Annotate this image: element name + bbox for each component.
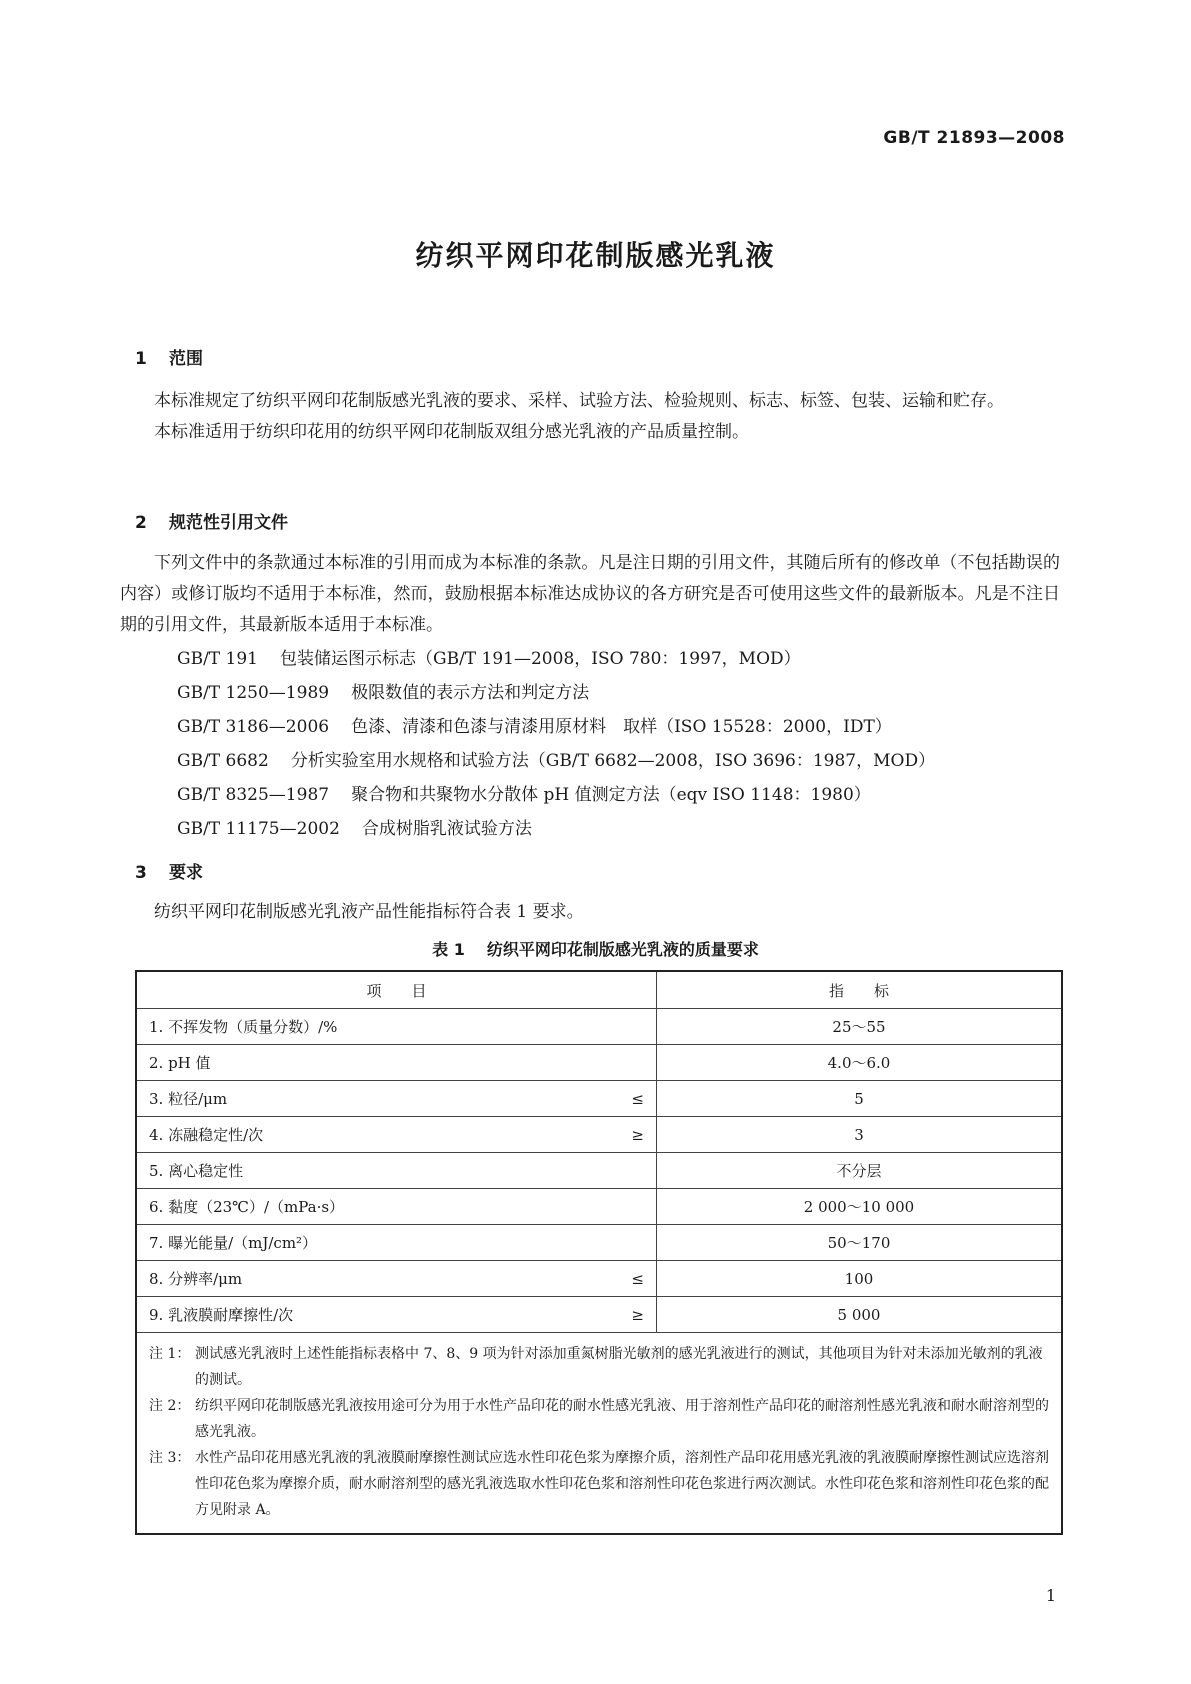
reference-title: 包装储运图示标志（GB/T 191—2008，ISO 780：1997，MOD）: [280, 649, 801, 669]
paragraph: 纺织平网印花制版感光乳液产品性能指标符合表 1 要求。: [154, 902, 584, 922]
section-1-body: [120, 386, 1060, 448]
note-tag: 注 2：: [149, 1398, 191, 1414]
limit-symbol: ≤: [631, 1089, 644, 1108]
value-cell: 25～55: [657, 1009, 1063, 1045]
note-text: 水性产品印花用感光乳液的乳液膜耐摩擦性测试应选水性印花色浆为摩擦介质，溶剂性产品印花用感光乳液的乳液膜耐摩擦性测试应选溶剂性印花色浆为摩擦介质，耐水耐溶剂型的感光乳液选取水性印花色浆和溶剂性印花色浆进行两次测试。水性印花色浆和溶剂性印花色浆的配方见附录 A。: [195, 1450, 1049, 1518]
quality-requirements-table: [135, 970, 1063, 1535]
table-header-row: [136, 971, 1062, 1009]
value-cell: 不分层: [657, 1153, 1063, 1189]
reference-title: 色漆、清漆和色漆与清漆用原材料 取样（ISO 15528：2000，IDT）: [351, 717, 892, 737]
section-number: 3: [135, 863, 147, 883]
section-2-body: [120, 548, 1060, 641]
item-cell: [136, 1189, 657, 1225]
column-header-value: 指 标: [657, 971, 1063, 1009]
reference-item: [177, 710, 935, 744]
reference-code: GB/T 1250—1989: [177, 683, 330, 703]
reference-item: [177, 744, 935, 778]
table-note: [149, 1341, 1049, 1393]
note-text: 测试感光乳液时上述性能指标表格中 7、8、9 项为针对添加重氮树脂光敏剂的感光乳液进行的测试，其他项目为针对未添加光敏剂的乳液的测试。: [195, 1346, 1043, 1388]
item-label: 4. 冻融稳定性/次: [149, 1126, 264, 1144]
limit-symbol: ≥: [631, 1305, 644, 1324]
item-label: 9. 乳液膜耐摩擦性/次: [149, 1306, 294, 1324]
item-cell: [136, 1045, 657, 1081]
item-cell: [136, 1297, 657, 1333]
section-number: 1: [135, 349, 147, 369]
table-row: [136, 1117, 1062, 1153]
standard-code: GB/T 21893—2008: [883, 128, 1065, 148]
section-title: 规范性引用文件: [169, 513, 288, 533]
table-caption: [0, 937, 1191, 960]
item-label: 5. 离心稳定性: [149, 1162, 244, 1180]
reference-code: GB/T 191: [177, 649, 258, 669]
value-cell: 5: [657, 1081, 1063, 1117]
item-label: 3. 粒径/μm: [149, 1090, 228, 1108]
reference-list: [177, 642, 935, 846]
value-cell: 5 000: [657, 1297, 1063, 1333]
table-title: 纺织平网印花制版感光乳液的质量要求: [486, 940, 759, 959]
item-cell: [136, 1009, 657, 1045]
item-cell: [136, 1225, 657, 1261]
value-cell: 2 000～10 000: [657, 1189, 1063, 1225]
table-row: [136, 1081, 1062, 1117]
section-1-heading: [135, 344, 203, 369]
table-notes: [136, 1333, 1062, 1535]
note-text: 纺织平网印花制版感光乳液按用途可分为用于水性产品印花的耐水性感光乳液、用于溶剂性产品印花的耐溶剂性感光乳液和耐水耐溶剂型的感光乳液。: [195, 1398, 1049, 1440]
paragraph: 本标准规定了纺织平网印花制版感光乳液的要求、采样、试验方法、检验规则、标志、标签、包装、运输和贮存。: [154, 391, 1004, 411]
reference-title: 合成树脂乳液试验方法: [361, 819, 532, 839]
item-label: 1. 不挥发物（质量分数）/%: [149, 1018, 338, 1036]
reference-title: 分析实验室用水规格和试验方法（GB/T 6682—2008，ISO 3696：1987，MOD）: [290, 751, 936, 771]
limit-symbol: ≤: [631, 1269, 644, 1288]
reference-title: 极限数值的表示方法和判定方法: [351, 683, 590, 703]
table-row: [136, 1297, 1062, 1333]
value-cell: 50～170: [657, 1225, 1063, 1261]
table-note: [149, 1393, 1049, 1445]
value-cell: 4.0～6.0: [657, 1045, 1063, 1081]
paragraph: 下列文件中的条款通过本标准的引用而成为本标准的条款。凡是注日期的引用文件，其随后所有的修改单（不包括勘误的内容）或修订版均不适用于本标准，然而，鼓励根据本标准达成协议的各方研究是否可使用这些文件的最新版本。凡是不注日期的引用文件，其最新版本适用于本标准。: [120, 553, 1060, 635]
value-cell: 3: [657, 1117, 1063, 1153]
item-cell: [136, 1261, 657, 1297]
reference-item: [177, 778, 935, 812]
item-cell: [136, 1117, 657, 1153]
table-row: [136, 1009, 1062, 1045]
table-row: [136, 1225, 1062, 1261]
section-title: 要求: [169, 863, 203, 883]
reference-item: [177, 676, 935, 710]
item-label: 8. 分辨率/μm: [149, 1270, 243, 1288]
limit-symbol: ≥: [631, 1125, 644, 1144]
section-title: 范围: [169, 349, 203, 369]
reference-code: GB/T 8325—1987: [177, 785, 330, 805]
table-notes-row: [136, 1333, 1062, 1535]
reference-title: 聚合物和共聚物水分散体 pH 值测定方法（eqv ISO 1148：1980）: [351, 785, 871, 805]
page-number: 1: [1045, 1586, 1056, 1605]
section-3-heading: [135, 858, 203, 883]
note-tag: 注 1：: [149, 1346, 191, 1362]
section-2-heading: [135, 508, 288, 533]
reference-code: GB/T 6682: [177, 751, 269, 771]
value-cell: 100: [657, 1261, 1063, 1297]
reference-item: [177, 642, 935, 676]
section-3-body: [120, 897, 1060, 928]
table-row: [136, 1153, 1062, 1189]
document-title: 纺织平网印花制版感光乳液: [415, 239, 776, 272]
paragraph: 本标准适用于纺织印花用的纺织平网印花制版双组分感光乳液的产品质量控制。: [154, 422, 749, 442]
reference-code: GB/T 3186—2006: [177, 717, 330, 737]
table-note: [149, 1445, 1049, 1523]
reference-code: GB/T 11175—2002: [177, 819, 340, 839]
table-row: [136, 1261, 1062, 1297]
table-row: [136, 1045, 1062, 1081]
item-label: 2. pH 值: [149, 1054, 211, 1072]
section-number: 2: [135, 513, 147, 533]
column-header-item: 项 目: [136, 971, 657, 1009]
item-cell: [136, 1081, 657, 1117]
item-cell: [136, 1153, 657, 1189]
reference-item: [177, 812, 935, 846]
note-tag: 注 3：: [149, 1450, 191, 1466]
table-number: 表 1: [432, 940, 465, 959]
table-row: [136, 1189, 1062, 1225]
item-label: 7. 曝光能量/（mJ/cm²）: [149, 1234, 318, 1252]
item-label: 6. 黏度（23℃）/（mPa·s）: [149, 1198, 345, 1216]
